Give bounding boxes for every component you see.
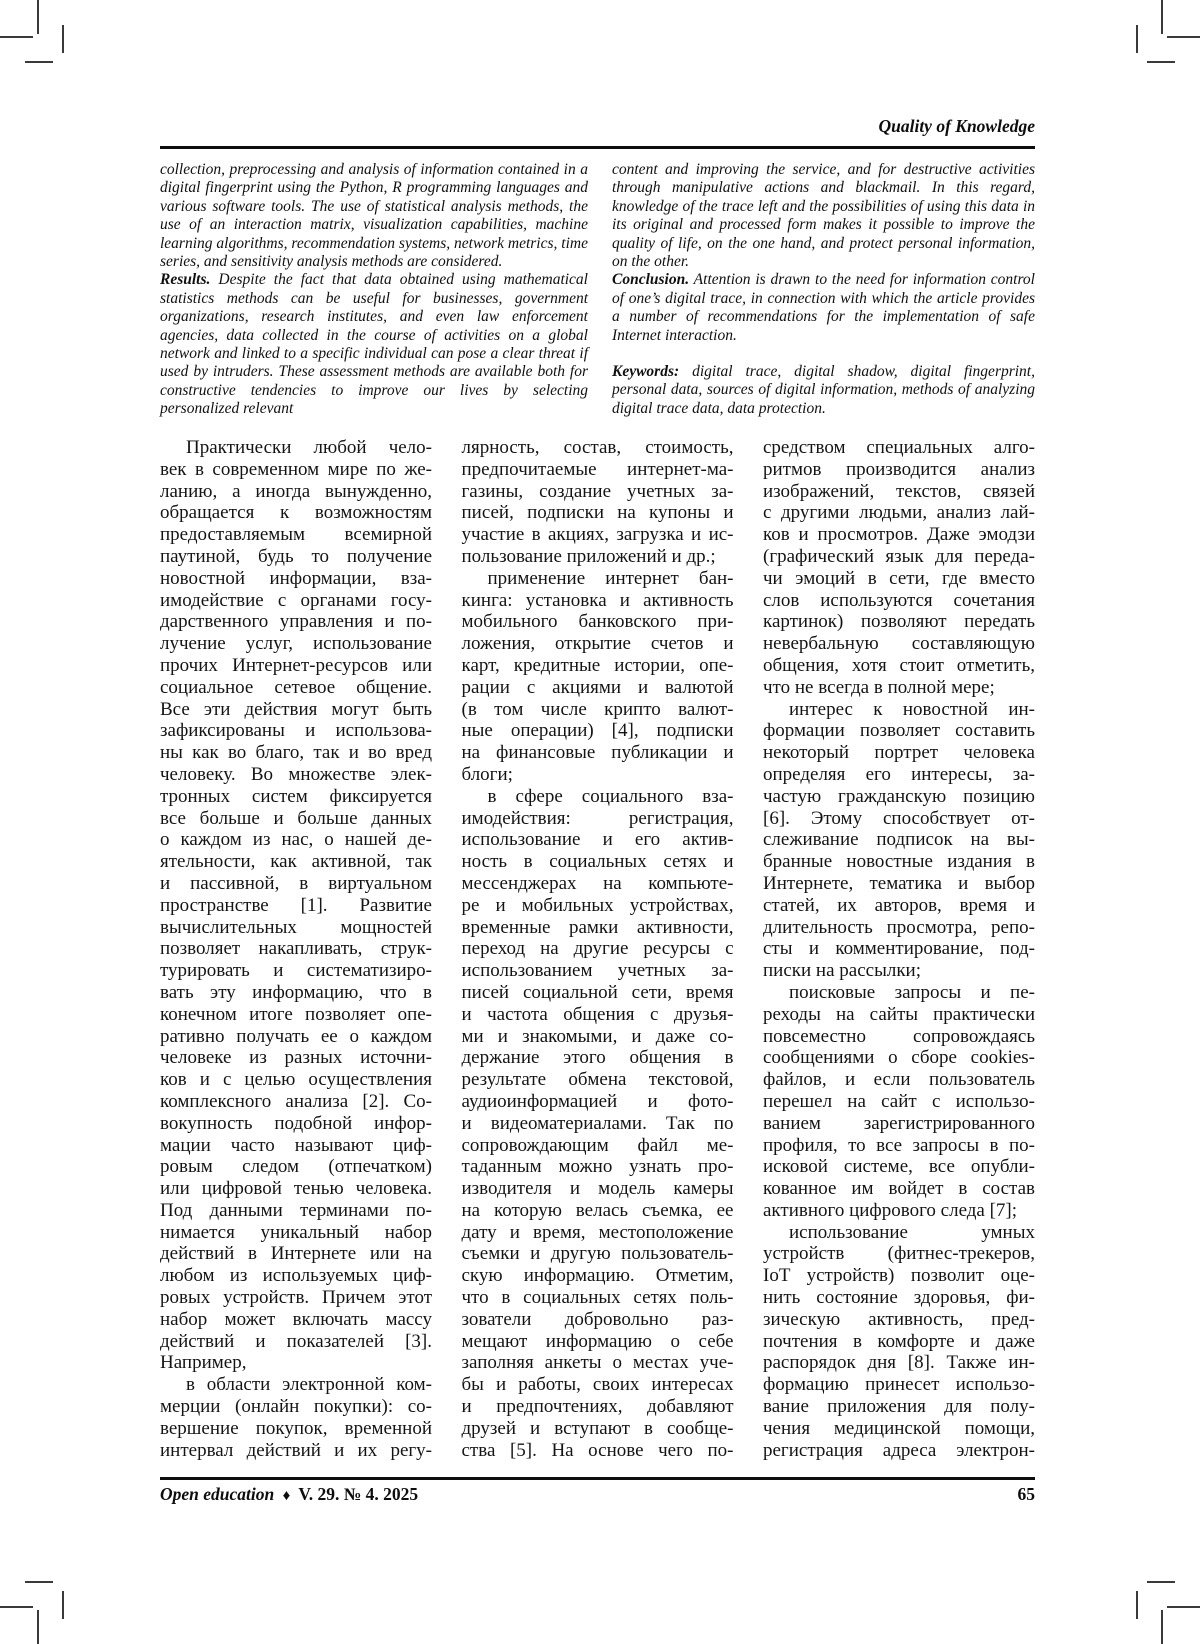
body-line: IoT устройств) позволит оце- [763, 1265, 1035, 1287]
body-line: ративно получать ее о каждом [160, 1025, 432, 1047]
body-line: активного цифрового следа [7]; [763, 1199, 1018, 1221]
body-line: файлов, и если пользователь [763, 1069, 1035, 1091]
body-line: и видеоматериалами. Так по [461, 1112, 734, 1134]
body-line: вершение покупок, временной [160, 1417, 432, 1439]
running-title: Quality of Knowledge [878, 116, 1035, 136]
abstract-paragraph: content and improving the service, and for destructive activities through manipulative actions and blackmail. In this regard, knowledge of the trace left and the possibilities of using this data in its original and processed form makes it possible to improve the quality of life, on the one hand, and protect personal information, on the other. [612, 161, 1035, 271]
body-line: имодействия: регистрация, [461, 807, 734, 829]
crop-mark [1161, 1610, 1163, 1644]
body-line: таданным можно узнать про- [461, 1156, 734, 1178]
running-head [160, 116, 1035, 137]
body-line: временные рамки активности, [461, 916, 734, 938]
body-line: ков и с целью осуществления [160, 1069, 432, 1091]
footer [160, 1484, 1035, 1505]
body-line: Интернете, тематика и выбор [763, 872, 1035, 894]
body-line: ков и просмотров. Даже эмодзи [763, 524, 1035, 546]
abstract-lead: Keywords: [612, 363, 680, 381]
body-line: сопровождающим файл ме- [461, 1134, 734, 1156]
body-line: ре и мобильных устройствах, [461, 894, 734, 916]
body-line: мерции (онлайн покупки): со- [160, 1396, 432, 1418]
body-line: кинга: установка и активность [461, 589, 734, 611]
body-line: изводителя и модель камеры [461, 1178, 734, 1200]
body-line: ны как во благо, так и во вред [160, 742, 432, 764]
body-line: ровым следом (отпечатком) [160, 1156, 432, 1178]
body-line: тронных систем фиксируется [160, 785, 432, 807]
page-content [160, 0, 1035, 1644]
body-line: человеку. Во множестве элек- [160, 763, 432, 785]
body-line: рации с акциями и валютой [461, 676, 734, 698]
body-line: паутиной, будь то получение [160, 545, 432, 567]
body-line: что в социальных сетях поль- [461, 1287, 734, 1309]
crop-mark [25, 1581, 53, 1583]
body-line: сообщениями о сборе cookies- [763, 1047, 1035, 1069]
body-line: зафиксированы и использова- [160, 720, 432, 742]
crop-mark [0, 36, 33, 38]
body-line: переход на другие ресурсы с [461, 938, 734, 960]
body-line: писей, подписки на купоны и [461, 502, 734, 524]
footer-rule [160, 1477, 1035, 1480]
body-line: вание приложения для полу- [763, 1396, 1035, 1418]
abstract-paragraph: Conclusion. Attention is drawn to the need for information control of one’s digital trace, in connection with which the article provides a number of recommendations for the implementation of safe Internet interaction. [612, 271, 1035, 344]
body-column-1 [160, 437, 432, 1461]
crop-mark [37, 0, 39, 34]
body-line: конечном итоге позволяет опе- [160, 1003, 432, 1025]
body-line: частую гражданскую позицию [763, 785, 1035, 807]
body-line: о каждом из нас, о нашей де- [160, 829, 432, 851]
body-line: держание этого общения в [461, 1047, 734, 1069]
body-line: устройств (фитнес-трекеров, [763, 1243, 1035, 1265]
body-line: исковой системе, все опубли- [763, 1156, 1035, 1178]
journal-line [160, 1484, 418, 1505]
body-line: человеке из разных источни- [160, 1047, 432, 1069]
crop-mark [1167, 1606, 1200, 1608]
body-line: формации позволяет составить [763, 720, 1035, 742]
body-line: почтения в комфорте и даже [763, 1330, 1035, 1352]
body-line: профиля, то все запросы в по- [763, 1134, 1035, 1156]
body-line: в области электронной ком- [186, 1374, 432, 1396]
abstract-section [160, 161, 1035, 419]
body-line: Практически любой чело- [186, 437, 432, 458]
body-line: интервал действий и их регу- [160, 1439, 432, 1461]
body-line: [6]. Этому способствует от- [763, 807, 1035, 829]
body-line: ровых устройств. Причем этот [160, 1287, 432, 1309]
body-line: ложения, открытие счетов и [461, 633, 734, 655]
body-line: ные операции) [4], подписки [461, 720, 734, 742]
body-line: любом из используемых циф- [160, 1265, 432, 1287]
abstract-paragraph: Results. Despite the fact that data obtained using mathematical statistics methods can be useful for businesses, government organizations, research institutes, and even law enforcement agencies, data collected in the course of activities on a global network and linked to a specific individual can pose a clear threat if used by intruders. These assessment methods are available both for constructive tendencies to improve our lives by selecting personalized relevant [160, 271, 588, 418]
body-line: ми и знакомыми, и даже со- [461, 1025, 734, 1047]
body-line: на финансовые публикации и [461, 742, 734, 764]
body-column-2 [462, 437, 734, 1461]
body-line: ность в социальных сетях и [461, 851, 734, 873]
body-line: ванием зарегистрированного [763, 1112, 1035, 1134]
body-line: блоги; [461, 763, 513, 785]
body-line: чи эмоций в сети, где вместо [763, 567, 1035, 589]
body-line: лучение услуг, использование [160, 633, 432, 655]
body-line: карт, кредитные истории, опе- [461, 654, 734, 676]
body-line: в сфере социального вза- [487, 785, 734, 807]
body-line: применение интернет бан- [487, 567, 734, 589]
crop-mark [1167, 36, 1200, 38]
abstract-right-column [612, 161, 1035, 419]
body-line: набор может включать массу [160, 1308, 432, 1330]
body-line: повсеместно сопровождаясь [763, 1025, 1035, 1047]
body-line: вокупность подобной инфор- [160, 1112, 432, 1134]
body-line: длительность просмотра, репо- [763, 916, 1035, 938]
body-line: формацию принесет использо- [763, 1374, 1035, 1396]
body-line: участие в акциях, загрузка и ис- [461, 524, 734, 546]
body-line: скую информацию. Отметим, [461, 1265, 734, 1287]
body-column-3 [763, 437, 1035, 1461]
body-line: распорядок дня [8]. Также ин- [763, 1352, 1035, 1374]
body-line: позволяет накапливать, струк- [160, 938, 432, 960]
body-line: газины, создание учетных за- [461, 480, 734, 502]
body-line: мобильного банковского при- [461, 611, 734, 633]
body-line: мации часто называют циф- [160, 1134, 432, 1156]
body-line: чения медицинской помощи, [763, 1417, 1035, 1439]
crop-mark [0, 1606, 33, 1608]
body-line: (в том числе крипто валют- [461, 698, 734, 720]
crop-mark [1147, 61, 1175, 63]
body-line: ятельности, как активной, так [160, 851, 432, 873]
body-line: дарственного управления и по- [160, 611, 432, 633]
crop-mark [1147, 1581, 1175, 1583]
body-line: мещают информацию о себе [461, 1330, 734, 1352]
crop-mark [25, 61, 53, 63]
body-line: перешел на сайт с использо- [763, 1090, 1035, 1112]
body-line: Например, [160, 1352, 247, 1374]
crop-mark [1161, 0, 1163, 34]
body-line: использование и его актив- [461, 829, 734, 851]
abstract-paragraph: Keywords: digital trace, digital shadow, digital fingerprint, personal data, sources of digital information, methods of analyzing digital trace data, data protection. [612, 363, 1035, 417]
body-line: с другими людьми, анализ лай- [763, 502, 1035, 524]
body-line: зическую активность, пред- [763, 1308, 1035, 1330]
body-line: сты и комментирование, под- [763, 938, 1035, 960]
body-line: Все эти действия могут быть [160, 698, 432, 720]
crop-mark [37, 1610, 39, 1644]
body-line: бы и работы, своих интересах [461, 1374, 734, 1396]
crop-mark [62, 1591, 64, 1619]
body-line: невербальную составляющую [763, 633, 1035, 655]
body-line: или цифровой тенью человека. [160, 1178, 432, 1200]
body-line: слеживание подписок на вы- [763, 829, 1035, 851]
abstract-left-column [160, 161, 588, 419]
body-line: заполняя анкеты о местах уче- [461, 1352, 734, 1374]
body-line: изображений, текстов, связей [763, 480, 1035, 502]
crop-mark [62, 25, 64, 53]
body-line: некоторый портрет человека [763, 742, 1035, 764]
body-line: поисковые запросы и пе- [789, 981, 1035, 1003]
body-line: картинок) позволяют передать [763, 611, 1035, 633]
body-line: средством специальных алго- [763, 437, 1035, 458]
body-line: лярность, состав, стоимость, [461, 437, 734, 458]
body-line: прочих Интернет-ресурсов или [160, 654, 432, 676]
body-line: и пассивной, в виртуальном [160, 872, 432, 894]
body-line: вать эту информацию, что в [160, 981, 432, 1003]
body-line: ства [5]. На основе чего по- [461, 1439, 734, 1461]
abstract-lead: Conclusion. [612, 271, 690, 289]
body-line: регистрация адреса электрон- [763, 1439, 1035, 1461]
crop-mark [1136, 25, 1138, 53]
body-line: (графический язык для переда- [763, 545, 1035, 567]
body-line: Под данными терминами по- [160, 1199, 432, 1221]
crop-mark [1136, 1591, 1138, 1619]
body-line: век в современном мире по же- [160, 458, 432, 480]
body-line: общения, хотя стоит отметить, [763, 654, 1035, 676]
abstract-paragraph: collection, preprocessing and analysis of information contained in a digital fingerprint using the Python, R programming languages and various software tools. The use of statistical analysis methods, the use of an interaction matrix, visualization capabilities, machine learning algorithms, recommendation systems, network metrics, time series, and sensitivity analysis methods are considered. [160, 161, 588, 271]
body-line: писки на рассылки; [763, 960, 921, 982]
body-line: имодействие с органами госу- [160, 589, 432, 611]
body-line: пространстве [1]. Развитие [160, 894, 432, 916]
body-line: новостной информации, вза- [160, 567, 432, 589]
body-line: аудиоинформацией и фото- [461, 1090, 734, 1112]
body-line: использованием учетных за- [461, 960, 734, 982]
body-line: нить состояние здоровья, фи- [763, 1287, 1035, 1309]
body-line: все больше и больше данных [160, 807, 432, 829]
diamond-icon: ♦ [282, 1488, 291, 1504]
body-line: вычислительных мощностей [160, 916, 432, 938]
body-line: использование умных [789, 1221, 1035, 1243]
body-line: кованное им войдет в состав [763, 1178, 1035, 1200]
body-line: писей социальной сети, время [461, 981, 734, 1003]
body-line: и предпочтениях, добавляют [461, 1396, 734, 1418]
body-line: турировать и систематизиро- [160, 960, 432, 982]
body-line: что не всегда в полной мере; [763, 676, 995, 698]
article-body [160, 437, 1035, 1461]
body-line: зователи добровольно раз- [461, 1308, 734, 1330]
body-line: слов используются сочетания [763, 589, 1035, 611]
body-line: определяя его интересы, за- [763, 763, 1035, 785]
body-line: социальное сетевое общение. [160, 676, 432, 698]
body-line: действий и показателей [3]. [160, 1330, 432, 1352]
body-line: съемки и другую пользователь- [461, 1243, 734, 1265]
abstract-lead: Results. [160, 271, 211, 289]
body-line: комплексного анализа [2]. Со- [160, 1090, 432, 1112]
body-line: нимается уникальный набор [160, 1221, 432, 1243]
body-line: ритмов производится анализ [763, 458, 1035, 480]
body-line: пользование приложений и др.; [461, 545, 716, 567]
body-line: ланию, а иногда вынужденно, [160, 480, 432, 502]
body-line: предоставляемым всемирной [160, 524, 432, 546]
body-line: друзей и вступают в сообще- [461, 1417, 734, 1439]
body-line: реходы на сайты практически [763, 1003, 1035, 1025]
body-line: предпочитаемые интернет-ма- [461, 458, 734, 480]
body-line: интерес к новостной ин- [789, 698, 1035, 720]
page-number: 65 [1017, 1484, 1035, 1504]
body-line: на которую велась съемка, ее [461, 1199, 734, 1221]
body-line: обращается к возможностям [160, 502, 432, 524]
body-line: статей, их авторов, время и [763, 894, 1035, 916]
body-line: действий в Интернете или на [160, 1243, 432, 1265]
body-line: дату и время, местоположение [461, 1221, 734, 1243]
body-line: бранные новостные издания в [763, 851, 1035, 873]
body-line: мессенджерах на компьюте- [461, 872, 734, 894]
body-line: результате обмена текстовой, [461, 1069, 734, 1091]
body-line: и частота общения с друзья- [461, 1003, 734, 1025]
header-rule [160, 146, 1035, 149]
journal-issue: V. 29. № 4. 2025 [298, 1484, 419, 1504]
journal-name: Open education [160, 1484, 275, 1504]
